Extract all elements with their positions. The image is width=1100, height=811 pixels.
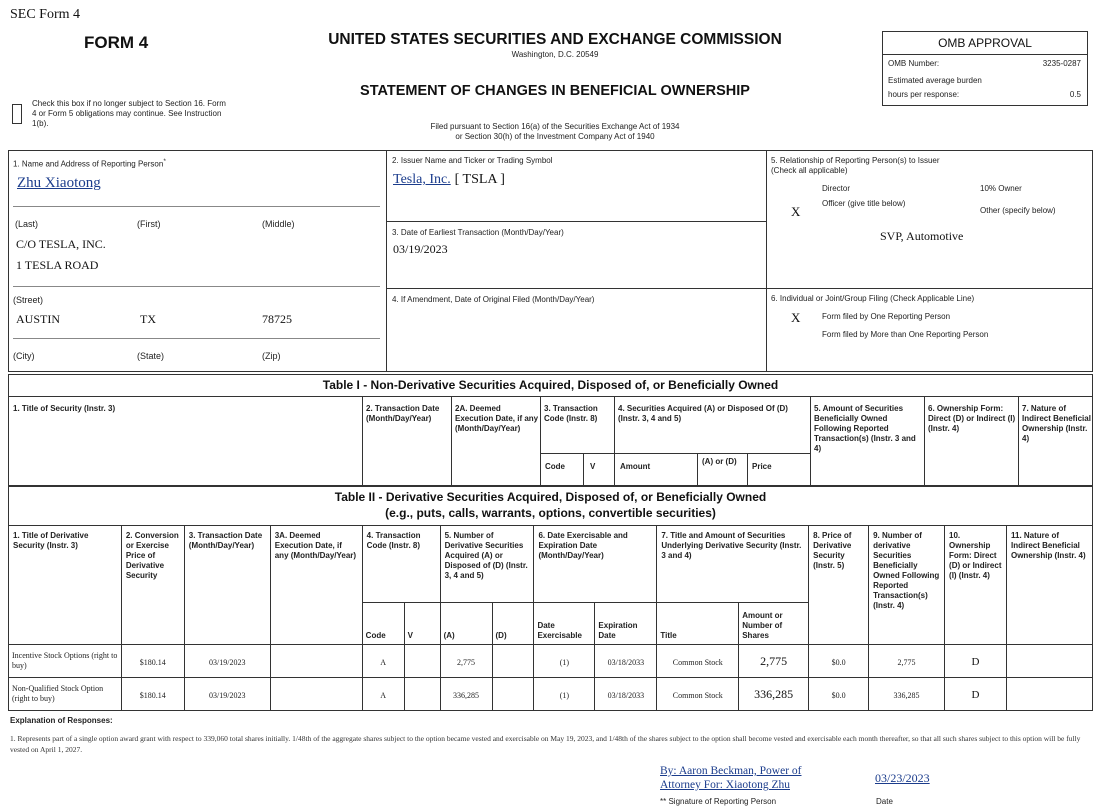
t2-r0-price: $180.14 [139, 658, 166, 667]
omb-hours-label: hours per response: [888, 90, 960, 99]
checkbox-text: Check this box if no longer subject to Section 16. Form 4 or Form 5 obligations may continue. See Instruction 1(b). [32, 99, 226, 128]
t2-r1-a: 336,285 [453, 691, 480, 700]
t2-r1-date: 03/19/2023 [209, 691, 246, 700]
t2-r1-expiration: 03/18/2033 [607, 691, 645, 700]
t1-col6: 6. Ownership Form: Direct (D) or Indirect (I) (Instr. 4) [928, 404, 1016, 433]
t2-r1-underlying: Common Stock [672, 691, 723, 700]
explanation-heading: Explanation of Responses: [10, 716, 113, 725]
t1-v: V [590, 462, 596, 471]
t1-col3: 3. Transaction Code (Instr. 8) [544, 404, 598, 423]
t2-sub-amount: Amount or Number of Shares [742, 611, 783, 640]
t1-col1: 1. Title of Security (Instr. 3) [13, 404, 116, 413]
one-person-option: Form filed by One Reporting Person [822, 312, 951, 321]
t2-r1-title: Non-Qualified Stock Option (right to buy) [12, 684, 104, 703]
issuer-name-link[interactable]: Tesla, Inc. [393, 172, 451, 187]
filing-mark: X [791, 310, 801, 325]
city-value: AUSTIN [16, 312, 60, 326]
issuer-line [393, 170, 505, 188]
signature-label: ** Signature of Reporting Person [660, 797, 777, 806]
signature-by-line-2: Attorney For: Xiaotong Zhu [660, 779, 790, 791]
t2-sub-title: Title [660, 631, 677, 640]
table2-grid [8, 525, 1093, 711]
t1-col5: 5. Amount of Securities Beneficially Owned Following Reported Transaction(s) (Instr. 3 and 4) [814, 404, 916, 453]
t2-r0-dprice: $0.0 [831, 658, 846, 667]
omb-hours-value: 0.5 [1069, 90, 1081, 99]
reporting-person-name: Zhu Xiaotong [17, 175, 101, 191]
state-value: TX [140, 312, 156, 326]
t1-col2: 2. Transaction Date (Month/Day/Year) [366, 404, 440, 423]
statement-title: STATEMENT OF CHANGES IN BENEFICIAL OWNERSHIP [360, 83, 750, 99]
t1-price: Price [752, 462, 772, 471]
t2-col3: 3. Transaction Date (Month/Day/Year) [188, 531, 263, 550]
t2-r0-form: D [971, 656, 980, 668]
t2-r0-expiration: 03/18/2033 [607, 658, 645, 667]
t2-sub-expiration: Expiration Date [598, 621, 638, 640]
table2-title: Table II - Derivative Securities Acquired, Disposed of, or Beneficially Owned [334, 490, 767, 504]
address-line-2: 1 TESLA ROAD [16, 258, 99, 272]
zip-value: 78725 [262, 312, 292, 326]
city-label: (City) [13, 351, 35, 361]
filed-line-2: or Section 30(h) of the Investment Company Act of 1940 [455, 132, 655, 141]
table1-title: Table I - Non-Derivative Securities Acquired, Disposed of, or Beneficially Owned [322, 378, 779, 392]
t2-r0-title: Incentive Stock Options (right to buy) [12, 651, 118, 670]
date-label: Date [876, 797, 893, 806]
t2-r1-dprice: $0.0 [831, 691, 846, 700]
t2-col7: 7. Title and Amount of Securities Underlying Derivative Security (Instr. 3 and 4) [661, 531, 802, 560]
t1-code: Code [545, 462, 565, 471]
t2-r1-owned: 336,285 [893, 691, 920, 700]
t2-r0-amount: 2,775 [760, 654, 788, 668]
t2-sub-a: (A) [443, 631, 455, 640]
t1-col7: 7. Nature of Indirect Beneficial Ownership (Instr. 4) [1022, 404, 1091, 443]
table2-subtitle: (e.g., puts, calls, warrants, options, convertible securities) [385, 506, 716, 520]
table-row [9, 678, 1093, 711]
last-label: (Last) [15, 219, 39, 229]
t2-col1-cell [9, 526, 122, 645]
omb-number-label: OMB Number: [888, 59, 940, 68]
section2-label: 2. Issuer Name and Ticker or Trading Symbol [392, 156, 553, 165]
first-label: (First) [137, 219, 161, 229]
commission-title: UNITED STATES SECURITIES AND EXCHANGE COMMISSION [328, 31, 782, 48]
t2-col2: 2. Conversion or Exercise Price of Derivative Security [125, 531, 179, 580]
earliest-transaction-date: 03/19/2023 [393, 242, 448, 256]
officer-title: SVP, Automotive [880, 229, 964, 243]
state-label: (State) [137, 351, 165, 361]
signature-by-line-1: By: Aaron Beckman, Power of [660, 765, 802, 777]
t1-col4: 4. Securities Acquired (A) or Disposed Of (D) (Instr. 3, 4 and 5) [618, 404, 788, 423]
t2-r1-amount: 336,285 [754, 687, 794, 701]
form-title: FORM 4 [84, 33, 149, 52]
t2-r1-code: A [380, 691, 387, 700]
address-line-1: C/O TESLA, INC. [16, 237, 106, 251]
table-row [9, 645, 1093, 678]
t2-r0-date: 03/19/2023 [209, 658, 246, 667]
section6-label: 6. Individual or Joint/Group Filing (Check Applicable Line) [771, 294, 975, 303]
t2-r0-underlying: Common Stock [672, 658, 723, 667]
t2-r1-exercisable: (1) [559, 691, 570, 700]
t2-sub-d: (D) [495, 631, 507, 640]
sec-form-label: SEC Form 4 [10, 7, 81, 22]
omb-title: OMB APPROVAL [938, 36, 1032, 50]
zip-label: (Zip) [262, 351, 281, 361]
ten-pct-owner-option: 10% Owner [980, 184, 1022, 193]
section5-label2: (Check all applicable) [771, 166, 848, 175]
t2-sub-code: Code [365, 631, 386, 640]
omb-number-value: 3235-0287 [1042, 59, 1081, 68]
t1-amount: Amount [620, 462, 651, 471]
street-label: (Street) [13, 295, 44, 305]
signature-date: 03/23/2023 [875, 771, 930, 785]
no-longer-subject-checkbox[interactable] [12, 104, 22, 124]
t2-r1-price: $180.14 [139, 691, 166, 700]
other-option: Other (specify below) [980, 206, 1056, 215]
omb-burden-label: Estimated average burden [888, 76, 982, 85]
location: Washington, D.C. 20549 [511, 50, 599, 59]
t2-sub-exercisable: Date Exercisable [537, 621, 582, 640]
ticker: [ TSLA ] [454, 172, 505, 187]
section1-label: 1. Name and Address of Reporting Person* [13, 158, 166, 169]
t2-col1: 1. Title of Derivative Security (Instr. 3) [13, 531, 89, 550]
t1-col2a: 2A. Deemed Execution Date, if any (Month/Day/Year) [455, 404, 539, 433]
filed-line-1: Filed pursuant to Section 16(a) of the Securities Exchange Act of 1934 [430, 122, 680, 131]
t2-r0-owned: 2,775 [897, 658, 916, 667]
more-persons-option: Form filed by More than One Reporting Person [822, 330, 989, 339]
officer-mark: X [791, 204, 801, 219]
omb-approval-box [882, 31, 1088, 106]
t2-col4: 4. Transaction Code (Instr. 8) [366, 531, 421, 550]
section4-label: 4. If Amendment, Date of Original Filed (Month/Day/Year) [392, 295, 595, 304]
t2-r1-form: D [971, 689, 980, 701]
explanation-text: 1. Represents part of a single option award grant with respect to 339,060 total shares initially. 1/48th of the aggregate shares subject to the option became vested and exercisable on May 19, 2023, and 1/48th of the shares subject to the option shall become vested and exercisable each month thereafter, so that all such shares subject to this option will be fully vested on April 1, 2027. [10, 734, 1081, 754]
t2-col3a: 3A. Deemed Execution Date, if any (Month/Day/Year) [274, 531, 357, 560]
t2-r0-code: A [380, 658, 387, 667]
t2-col6: 6. Date Exercisable and Expiration Date (Month/Day/Year) [538, 531, 628, 560]
t2-r0-exercisable: (1) [559, 658, 570, 667]
section5-label: 5. Relationship of Reporting Person(s) to Issuer [771, 156, 940, 165]
director-option: Director [822, 184, 851, 193]
t2-col5: 5. Number of Derivative Securities Acquired (A) or Disposed of (D) (Instr. 3, 4 and 5) [444, 531, 528, 580]
t2-r0-a: 2,775 [457, 658, 476, 667]
t1-a-or-d: (A) or (D) [702, 457, 737, 466]
t2-col8: 8. Price of Derivative Security (Instr. 5) [813, 531, 852, 570]
t2-sub-v: V [407, 631, 413, 640]
section3-label: 3. Date of Earliest Transaction (Month/Day/Year) [392, 228, 564, 237]
middle-label: (Middle) [262, 219, 295, 229]
t2-col9: 9. Number of derivative Securities Beneficially Owned Following Reported Transaction(s) (Instr. 4) [873, 531, 940, 610]
t2-col11: 11. Nature of Indirect Beneficial Ownership (Instr. 4) [1010, 531, 1086, 560]
officer-option: Officer (give title below) [822, 199, 906, 208]
t2-col10: 10. Ownership Form: Direct (D) or Indirect (I) (Instr. 4) [949, 531, 1002, 580]
